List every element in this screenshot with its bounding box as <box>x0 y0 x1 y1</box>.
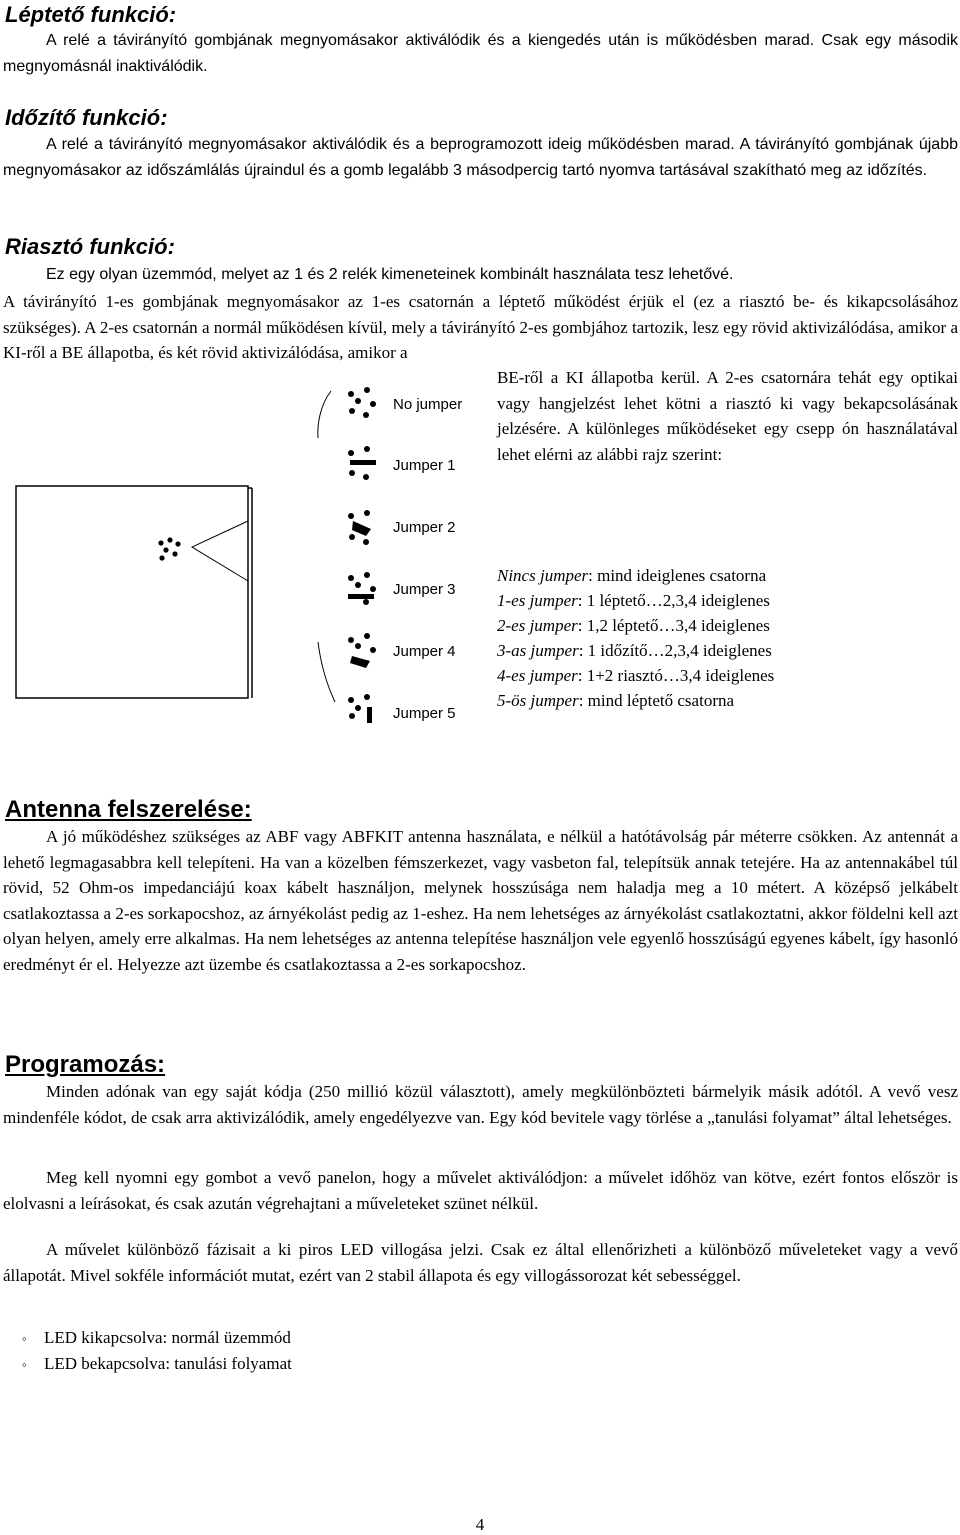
list-item: 3-as jumper: 1 időzítő…2,3,4 ideiglenes <box>497 641 772 660</box>
page-number: 4 <box>475 1515 485 1534</box>
heading-antenna: Antenna felszerelése: <box>5 796 252 823</box>
bullet-circle-icon: ◦ <box>22 1357 27 1372</box>
paragraph-programozas-2: Meg kell nyomni egy gombot a vevő panelon, hogy a művelet aktiválódjon: a művelet időhöz van kötve, ezért fontos először is elolvasni a leírásokat, és csak azután végrehajtani a műveleteket szünet nélkül. <box>3 1168 958 1213</box>
heading-lepteto: Léptető funkció: <box>5 2 177 27</box>
paragraph-programozas-3: A művelet különböző fázisait a ki piros LED villogása jelzi. Csak ez által ellenőrizheti a különböző műveleteket vagy a vevő állapotát. Mivel sokféle információt mutat, ezért van 2 stabil állapota és egy villogássorozat két sebességgel. <box>3 1240 958 1285</box>
zoom-lines <box>192 521 248 581</box>
led-status-list <box>22 1325 292 1377</box>
heading-idozito: Időzítő funkció: <box>5 105 168 130</box>
list-item: 5-ös jumper: mind léptető csatorna <box>497 691 735 710</box>
paragraph-riaszto-intro: Ez egy olyan üzemmód, melyet az 1 és 2 relék kimeneteinek kombinált használata tesz lehetővé. <box>46 266 734 283</box>
paragraph-lepteto: A relé a távirányító gombjának megnyomásakor aktiválódik és a kiengedés után is működésben marad. Csak egy második megnyomásnál inaktiválódik. <box>3 32 958 75</box>
label-jumper-2: Jumper 2 <box>393 519 456 536</box>
label-jumper-4: Jumper 4 <box>393 643 456 660</box>
paragraph-antenna: A jó működéshez szükséges az ABF vagy ABFKIT antenna használata, e nélkül a hatótávolság pár méterre csökken. Az antennát a lehető legmagasabbra kell telepíteni. Ha van a közelben fémszerkezet, vagy vasbeton fal, telepítsük annak tetejére. Ha az antennakábel túl rövid, 52 Ohm-os impedanciájú koax kábelt használjon, melynek hosszúsága nem haladja meg a 10 métert. A középső jelkábelt csatlakoztassa a 2-es sorkapocshoz, az árnyékolást pedig az 1-eshez. Ha nem lehetséges az árnyékolást csatlakoztatni, akkor földelni kell azt olyan helyen, amely erre alkalmas. Ha nem lehetséges az antenna telepítése használjon vele egyenlő hosszúságú egyenes kábelt, így hasonló eredményt ér el. Helyezze azt üzembe és csatlakoztassa a 2-es sorkapocshoz. <box>3 827 958 974</box>
list-item: 1-es jumper: 1 léptető…2,3,4 ideiglenes <box>497 591 770 610</box>
list-item: ◦ LED kikapcsolva: normál üzemmód <box>22 1325 292 1351</box>
jumper-diagram <box>0 380 490 730</box>
connector-dots-icon <box>158 537 180 560</box>
jumper-list <box>497 563 957 713</box>
list-item: ◦ LED bekapcsolva: tanulási folyamat <box>22 1351 292 1377</box>
heading-riaszto: Riasztó funkció: <box>5 234 175 259</box>
label-no-jumper: No jumper <box>393 396 463 413</box>
jumper-pattern-0-icon <box>348 387 376 418</box>
jumper-pattern-1-icon <box>348 446 376 480</box>
heading-programozas: Programozás: <box>5 1051 166 1078</box>
paragraph-programozas-1: Minden adónak van egy saját kódja (250 millió közül választott), amely megkülönbözteti bármelyik másik adótól. A vevő vesz mindenféle kódot, de csak arra aktivizálódik, amely engedélyezve van. Egy kód bevitele vagy törlése a „tanulási folyamat” által lehetséges. <box>3 1082 958 1127</box>
list-item: 2-es jumper: 1,2 léptető…3,4 ideiglenes <box>497 616 770 635</box>
curve-top-icon <box>318 391 331 438</box>
label-jumper-5: Jumper 5 <box>393 705 456 722</box>
paragraph-idozito: A relé a távirányító megnyomásakor aktiválódik és a beprogramozott ideig működésben marad. A távirányító gombjának újabb megnyomásakor az időszámlálás újraindul és a gomb legalább 3 másodpercig tartó nyomva tartásával szakítható meg az időzítés. <box>3 136 958 179</box>
list-item: 4-es jumper: 1+2 riasztó…3,4 ideiglenes <box>497 666 775 685</box>
label-jumper-3: Jumper 3 <box>393 581 456 598</box>
paragraph-riaszto-wrap: BE-ről a KI állapotba kerül. A 2-es csatornára tehát egy optikai vagy hangjelzést lehet kötni a riasztó ki vagy bekapcsolásának jelzésére. A különleges működéseket egy csepp ón használatával lehet elérni az alábbi rajz szerint: <box>497 368 958 464</box>
curve-bottom-icon <box>318 642 335 702</box>
receiver-box <box>16 486 248 698</box>
jumper-pattern-2-icon <box>348 510 371 545</box>
paragraph-riaszto-body: A távirányító 1-es gombjának megnyomásakor az 1-es csatornán a léptető működést érjük el (ez a riasztó be- és kikapcsolásához szükséges). A 2-es csatornán a normál működésen kívül, mely a távirányító 2-es gombjához tartozik, lesz egy rövid aktivizálódása, amikor a KI-ről a BE állapotba, és két rövid aktivizálódása, amikor a <box>3 292 958 362</box>
jumper-pattern-3-icon <box>348 572 376 605</box>
jumper-pattern-4-icon <box>348 633 376 668</box>
list-item: Nincs jumper: mind ideiglenes csatorna <box>497 566 767 585</box>
label-jumper-1: Jumper 1 <box>393 457 456 474</box>
bullet-circle-icon: ◦ <box>22 1331 27 1346</box>
jumper-pattern-5-icon <box>348 694 372 723</box>
